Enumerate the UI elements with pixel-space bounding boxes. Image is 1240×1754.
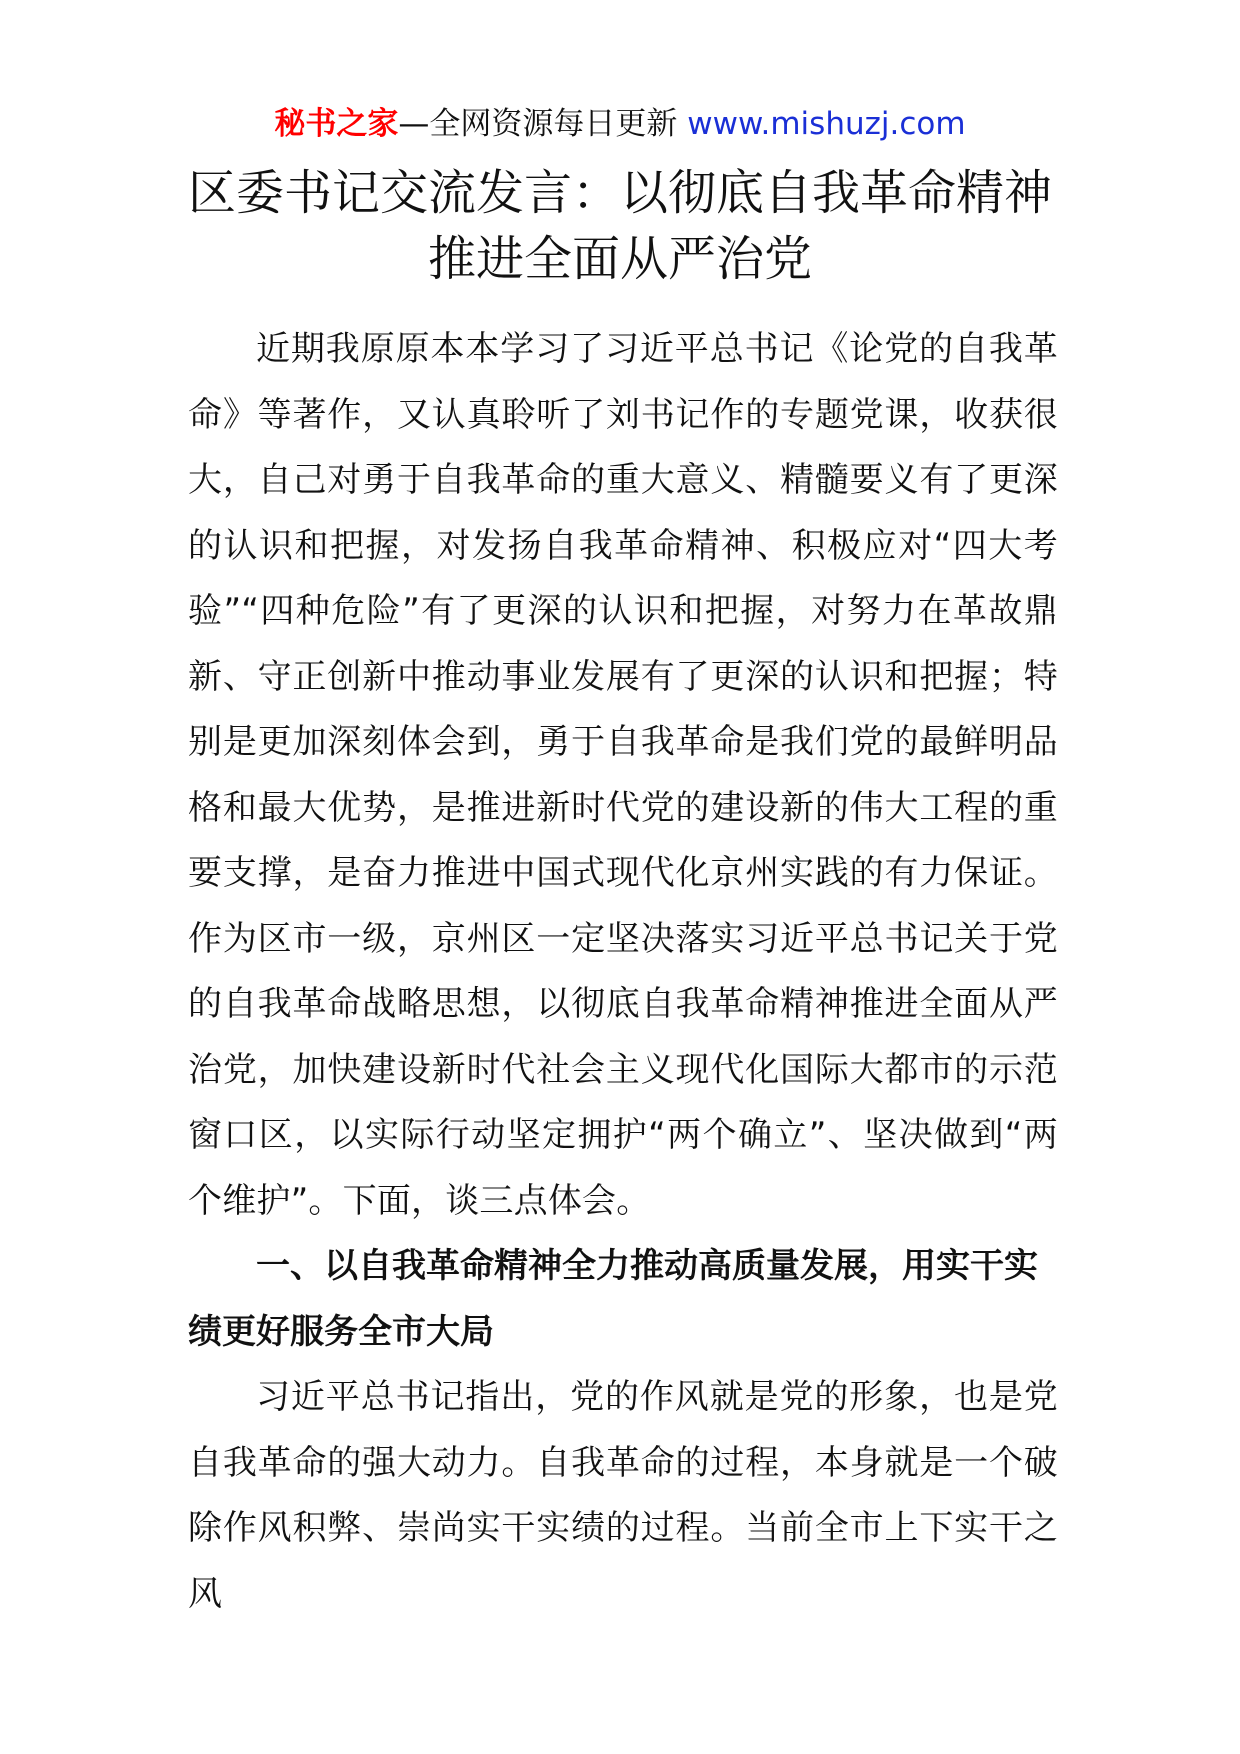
- watermark-url[interactable]: www.mishuzj.com: [687, 106, 966, 142]
- intro-paragraph: 近期我原原本本学习了习近平总书记《论党的自我革命》等著作，又认真聆听了刘书记作的专题党课，收获很大，自己对勇于自我革命的重大意义、精髓要义有了更深的认识和把握，对发扬自我革命精神、积极应对“四大考验”“四种危险”有了更深的认识和把握，对努力在革故鼎新、守正创新中推动事业发展有了更深的认识和把握；特别是更加深刻体会到，勇于自我革命是我们党的最鲜明品格和最大优势，是推进新时代党的建设新的伟大工程的重要支撑，是奋力推进中国式现代化京州实践的有力保证。作为区市一级，京州区一定坚决落实习近平总书记关于党的自我革命战略思想，以彻底自我革命精神推进全面从严治党，加快建设新时代社会主义现代化国际大都市的示范窗口区，以实际行动坚定拥护“两个确立”、坚决做到“两个维护”。下面，谈三点体会。: [188, 329, 1058, 1221]
- section-1-heading: 一、以自我革命精神全力推动高质量发展，用实干实绩更好服务全市大局: [188, 1246, 1038, 1352]
- title-line-2: 推进全面从严治党: [427, 231, 812, 287]
- title-line-1: 区委书记交流发言：以彻底自我革命精神: [187, 165, 1052, 221]
- section-1-paragraph: 习近平总书记指出，党的作风就是党的形象，也是党自我革命的强大动力。自我革命的过程，本身就是一个破除作风积弊、崇尚实干实绩的过程。当前全市上下实干之风: [188, 1377, 1058, 1614]
- watermark-brand: 秘书之家: [274, 106, 399, 142]
- watermark-slogan: —全网资源每日更新: [398, 106, 688, 142]
- site-watermark: [0, 100, 1240, 148]
- document-body: [188, 317, 1058, 1627]
- document-title: [150, 160, 1090, 292]
